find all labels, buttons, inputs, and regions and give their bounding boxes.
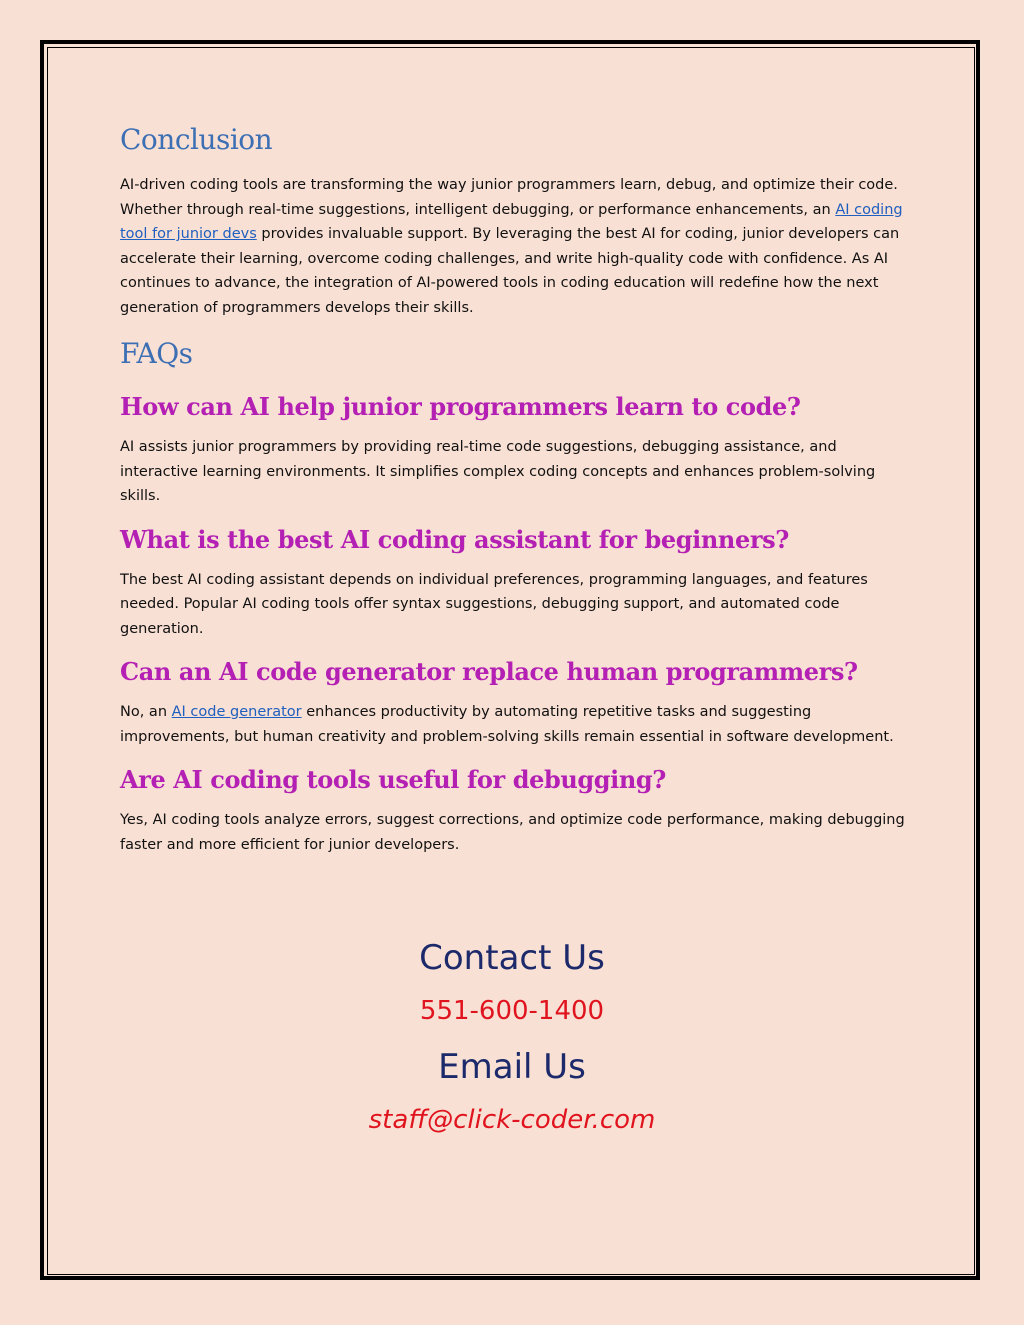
email-heading: Email Us bbox=[438, 1047, 586, 1087]
faq-answer-2: The best AI coding assistant depends on individual preferences, programming languages, and features needed. Popular AI coding tools offer syntax suggestions, debugging support, and automated code generation. bbox=[120, 571, 868, 637]
ai-coding-tool-link[interactable]: AI coding tool for junior devs bbox=[120, 201, 903, 242]
faq-question-3: Can an AI code generator replace human programmers? bbox=[120, 657, 858, 686]
contact-heading: Contact Us bbox=[419, 938, 605, 978]
conclusion-paragraph bbox=[120, 173, 910, 320]
faq-question-1: How can AI help junior programmers learn to code? bbox=[120, 392, 801, 421]
document-body bbox=[120, 120, 910, 857]
ai-code-generator-link[interactable]: AI code generator bbox=[171, 704, 302, 720]
phone-number[interactable]: 551-600-1400 bbox=[419, 996, 605, 1026]
faq-answer-3 bbox=[120, 700, 910, 749]
conclusion-text-2: provides invaluable support. By leveraging the best AI for coding, junior developers can accelerate their learning, overcome coding challenges, and write high-quality code with confidence. As AI continues to advance, the integration of AI-powered tools in coding education will redefine how the next generation of programmers develops their skills. bbox=[120, 226, 900, 316]
faqs-heading: FAQs bbox=[120, 337, 193, 370]
conclusion-heading: Conclusion bbox=[120, 123, 273, 156]
faq-question-2: What is the best AI coding assistant for beginners? bbox=[120, 524, 789, 554]
email-address[interactable]: staff@click-coder.com bbox=[368, 1105, 656, 1135]
faq-answer-1: AI assists junior programmers by providing real-time code suggestions, debugging assistance, and interactive learning environments. It simplifies complex coding concepts and enhances problem-solving skills. bbox=[120, 439, 876, 504]
faq-answer-3-text-1: No, an bbox=[120, 704, 172, 720]
conclusion-text-1: AI-driven coding tools are transforming the way junior programmers learn, debug, and optimize their code. Whether through real-time suggestions, intelligent debugging, or performance enhancements, an bbox=[120, 177, 898, 218]
faq-question-4: Are AI coding tools useful for debugging? bbox=[120, 765, 666, 794]
faq-answer-3-text-2: enhances productivity by automating repetitive tasks and suggesting improvements, but human creativity and problem-solving skills remain essential in software development. bbox=[120, 704, 894, 745]
faq-answer-4: Yes, AI coding tools analyze errors, suggest corrections, and optimize code performance, making debugging faster and more efficient for junior developers. bbox=[120, 812, 905, 853]
